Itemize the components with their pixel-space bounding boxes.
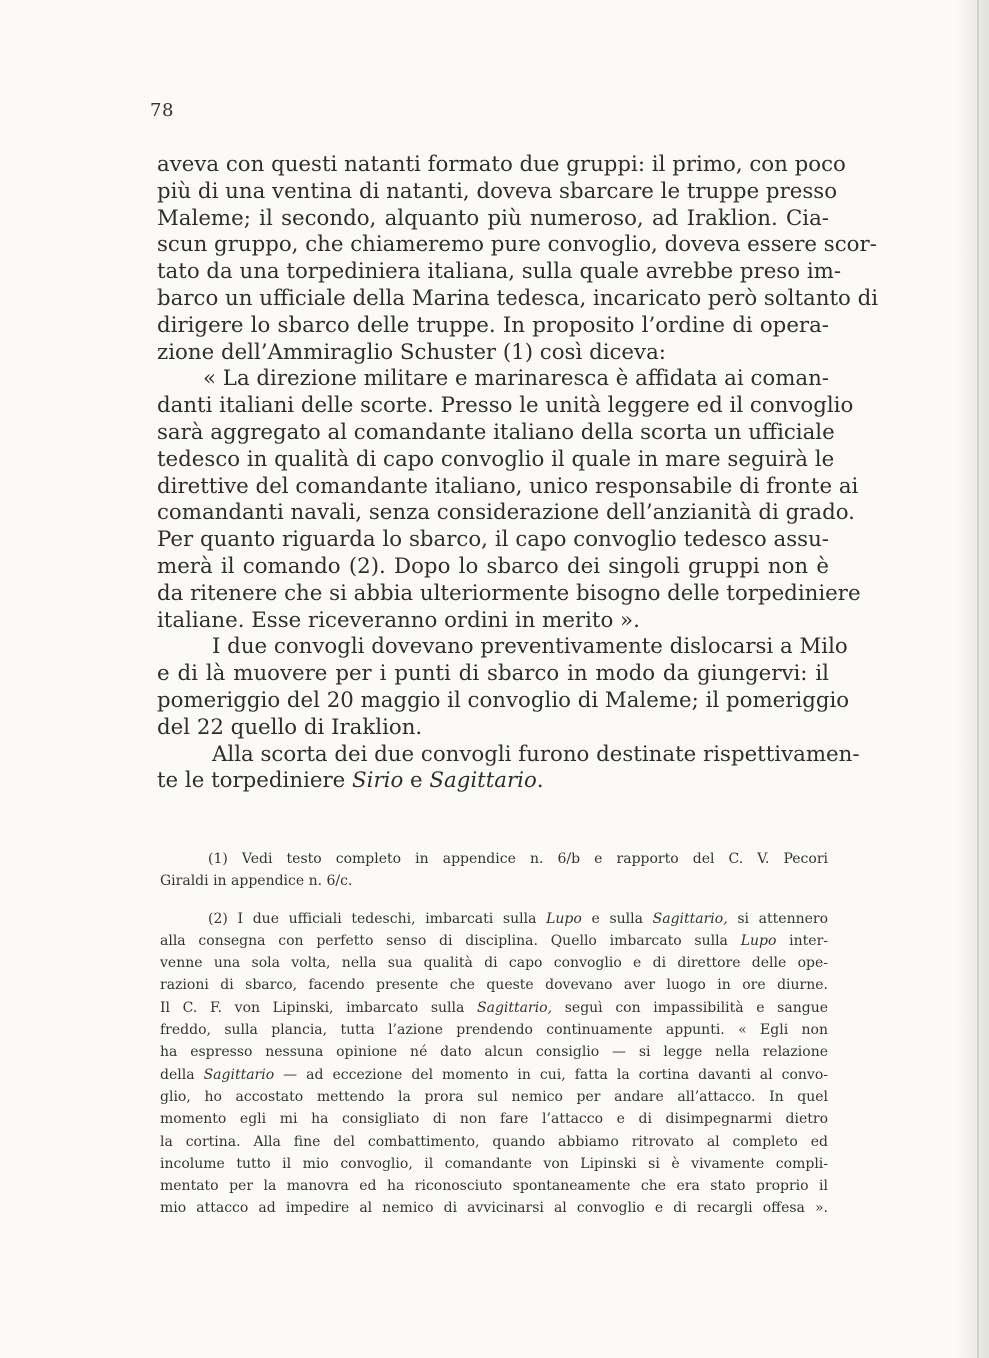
quote-line: italiane. Esse riceveranno ordini in merito ». <box>157 607 640 633</box>
footnote-line: venne una sola volta, nella sua qualità di capo convoglio e di direttore delle ope- <box>160 955 828 972</box>
footnote-line: Giraldi in appendice n. 6/c. <box>160 873 353 890</box>
quote-line: sarà aggregato al comandante italiano della scorta un ufficiale <box>157 419 835 445</box>
footnotes <box>160 848 828 1235</box>
text-line: dirigere lo sbarco delle truppe. In proposito l’ordine di opera- <box>157 312 829 338</box>
footnote-1 <box>160 848 828 893</box>
footnote-line: (1) Vedi testo completo in appendice n. 6/b e rapporto del C. V. Pecori <box>208 851 828 867</box>
footnote-line: momento egli mi ha consigliato di non fare l’attacco e di disimpegnarmi dietro <box>160 1111 828 1128</box>
footnote-line: glio, ho accostato mettendo la prora sul nemico per andare all’attacco. In quel <box>160 1088 828 1105</box>
page-spine-shadow <box>955 0 989 1358</box>
text-line: barco un ufficiale della Marina tedesca, incaricato però soltanto di <box>157 285 879 311</box>
quote-line: direttive del comandante italiano, unico responsabile di fronte ai <box>157 473 859 499</box>
text-line: tato da una torpediniera italiana, sulla quale avrebbe preso im- <box>157 259 842 285</box>
footnote-line: mio attacco ad impedire al nemico di avvicinarsi al convoglio e di recargli offesa ». <box>160 1200 828 1217</box>
quote-line: danti italiani delle scorte. Presso le unità leggere ed il convoglio <box>157 393 854 419</box>
quote-line: « La direzione militare e marinaresca è affidata ai coman- <box>203 366 829 392</box>
ship-name-sirio: Sirio <box>352 768 404 794</box>
footnote-2 <box>160 908 828 1220</box>
text-line: Alla scorta dei due convogli furono destinate rispettivamen- <box>212 741 860 767</box>
footnote-line: alla consegna con perfetto senso di disciplina. Quello imbarcato sulla Lupo inter- <box>160 932 829 949</box>
footnote-line: incolume tutto il mio convoglio, il comandante von Lipinski si è vivamente compli- <box>160 1155 828 1172</box>
footnote-line: freddo, sulla plancia, tutta l’azione prendendo continuamente appunti. « Egli non <box>160 1022 828 1039</box>
footnote-line: ha espresso nessuna opinione né dato alcun consiglio — si legge nella relazione <box>160 1044 828 1061</box>
text-line: del 22 quello di Iraklion. <box>157 714 423 740</box>
text-line: Maleme; il secondo, alquanto più numeroso, ad Iraklion. Cia- <box>157 205 829 231</box>
footnote-line: (2) I due ufficiali tedeschi, imbarcati sulla Lupo e sulla Sagittario, si attennero <box>208 910 829 927</box>
text-line: aveva con questi natanti formato due gruppi: il primo, con poco <box>157 152 846 177</box>
text-line: e di là muovere per i punti di sbarco in modo da giungervi: il <box>157 661 829 687</box>
quote-line: comandanti navali, senza considerazione dell’anzianità di grado. <box>157 500 855 526</box>
quote-line: da ritenere che si abbia ulteriormente bisogno delle torpediniere <box>157 580 861 606</box>
text-line: I due convogli dovevano preventivamente dislocarsi a Milo <box>212 634 848 660</box>
page-number: 78 <box>150 100 174 121</box>
footnote-line: razioni di sbarco, facendo presente che queste dovevano aver luogo in ore diurne. <box>160 977 828 994</box>
quote-line: tedesco in qualità di capo convoglio il quale in mare seguirà le <box>157 446 835 472</box>
footnote-line: la cortina. Alla fine del combattimento, quando abbiamo ritrovato al completo ed <box>160 1133 828 1150</box>
text-line: più di una ventina di natanti, doveva sbarcare le truppe presso <box>157 178 838 204</box>
ship-name-sagittario: Sagittario <box>429 768 537 794</box>
quote-line: merà il comando (2). Dopo lo sbarco dei singoli gruppi non è <box>157 553 829 579</box>
footnote-line: Il C. F. von Lipinski, imbarcato sulla Sagittario, seguì con impassibilità e sangue <box>160 999 828 1016</box>
footnote-line: mentato per la manovra ed ha riconosciuto spontaneamente che era stato proprio il <box>160 1178 828 1195</box>
quote-line: Per quanto riguarda lo sbarco, il capo convoglio tedesco assu- <box>157 527 829 553</box>
main-text <box>157 152 879 795</box>
text-line: pomeriggio del 20 maggio il convoglio di Maleme; il pomeriggio <box>157 687 850 713</box>
text-line: scun gruppo, che chiameremo pure convoglio, doveva essere scor- <box>157 232 877 258</box>
page-spine-line <box>977 0 979 1358</box>
text-line: te le torpediniere Sirio e Sagittario. <box>157 768 544 794</box>
footnote-line: della Sagittario — ad eccezione del momento in cui, fatta la cortina davanti al convo- <box>160 1066 828 1083</box>
text-line: zione dell’Ammiraglio Schuster (1) così diceva: <box>157 339 666 365</box>
